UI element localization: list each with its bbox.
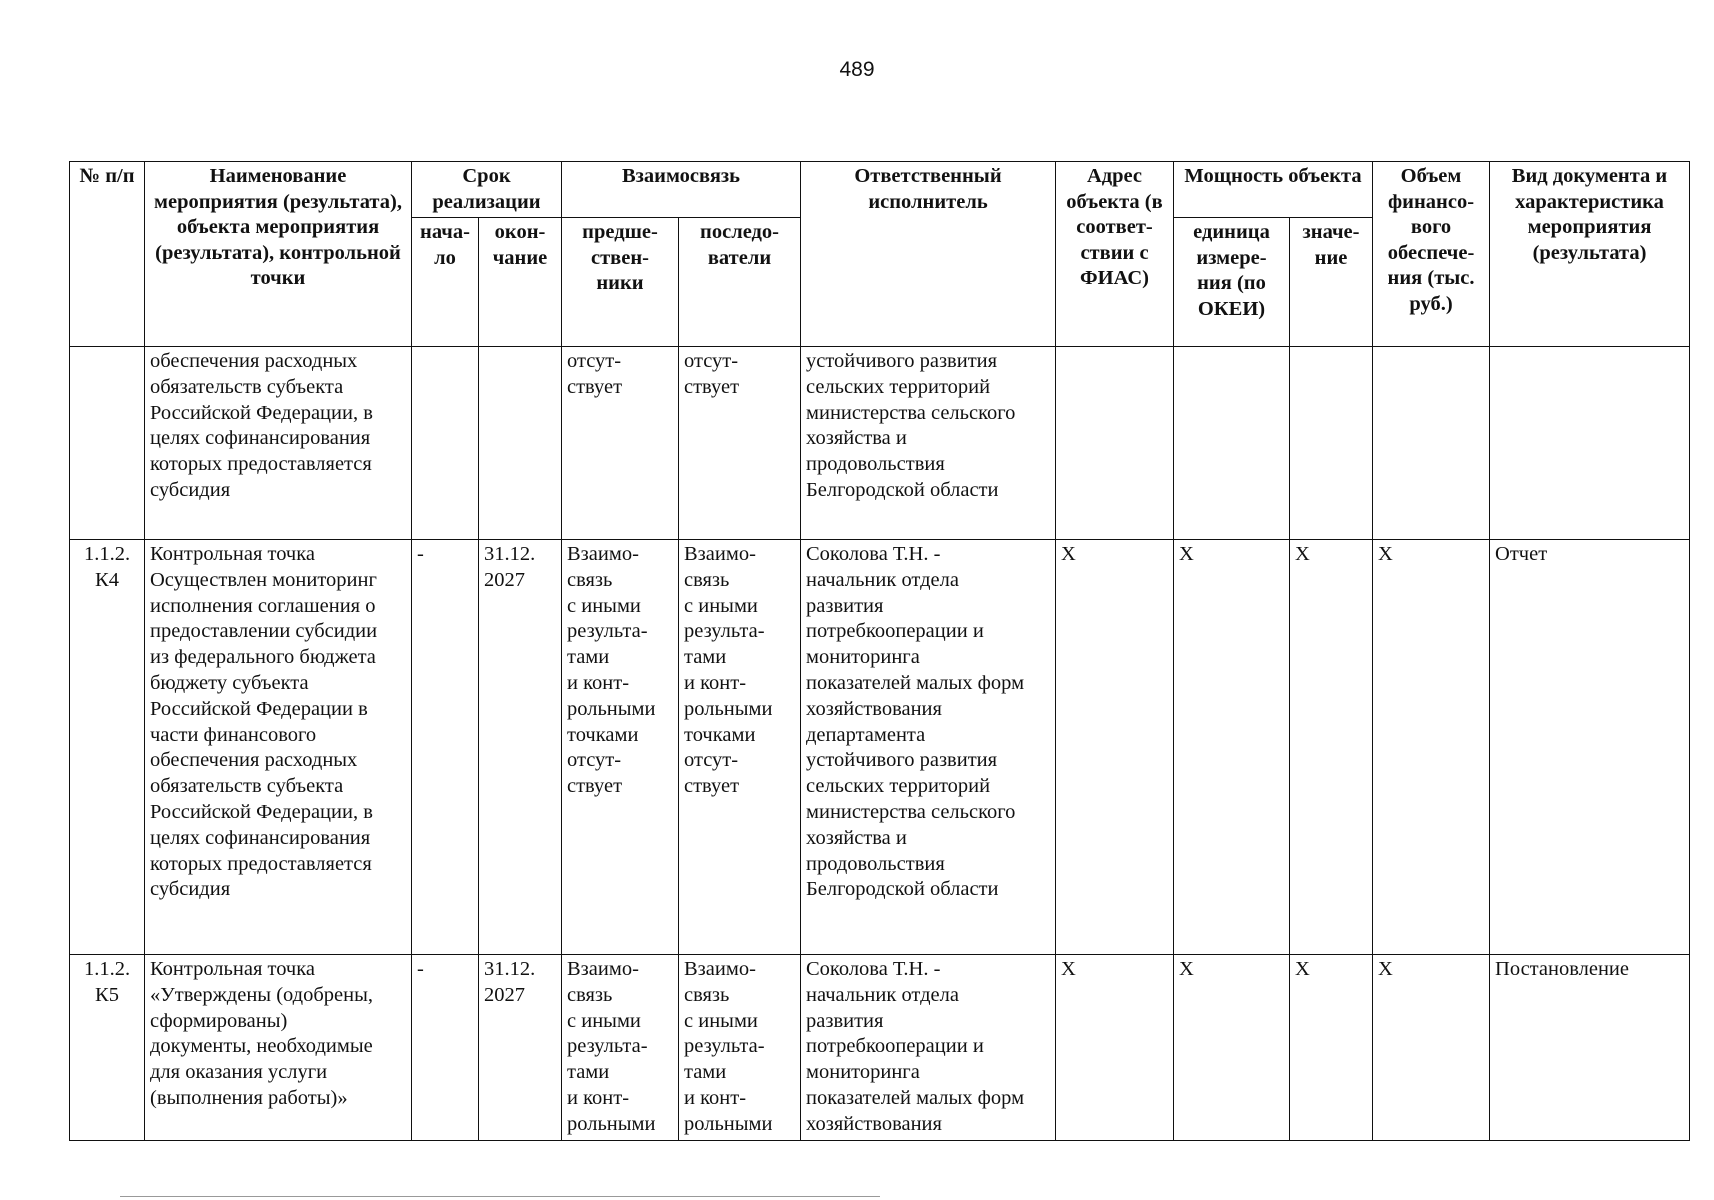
row-funding: X [1373, 540, 1490, 955]
row-name: обеспечения расходных обязательств субъекта Российской Федерации, в целях софинансирования которых предоставляется субсидия [145, 347, 412, 540]
header-doc-type: Вид документа и характеристика мероприятия (результата) [1490, 162, 1690, 347]
table-row [70, 955, 1690, 1141]
header-funding: Объем финансо- вого обеспече- ния (тыс. руб.) [1373, 162, 1490, 347]
header-term-start: нача- ло [412, 218, 479, 347]
header-responsible: Ответственный исполнитель [801, 162, 1056, 347]
row-prev: Взаимо- связь с иными результа- тами и конт- рольными [562, 955, 679, 1141]
header-address: Адрес объекта (в соответ- ствии с ФИАС) [1056, 162, 1174, 347]
row-doc: Отчет [1490, 540, 1690, 955]
row-end: 31.12. 2027 [479, 540, 562, 955]
row-value [1290, 347, 1373, 540]
table-row [70, 540, 1690, 955]
row-next: Взаимо- связь с иными результа- тами и конт- рольными точками отсут- ствует [679, 540, 801, 955]
row-start: - [412, 540, 479, 955]
header-link-next: последо- ватели [679, 218, 801, 347]
header-term: Срок реализации [412, 162, 562, 218]
header-capacity-unit: единица измере- ния (по ОКЕИ) [1174, 218, 1290, 347]
row-unit: X [1174, 540, 1290, 955]
plan-table [69, 161, 1690, 1141]
header-capacity-value: значе- ние [1290, 218, 1373, 347]
header-name: Наименование мероприятия (результата), объекта мероприятия (результата), контрольной точки [145, 162, 412, 347]
header-link-prev: предше- ствен- ники [562, 218, 679, 347]
table-row [70, 347, 1690, 540]
row-responsible: Соколова Т.Н. - начальник отдела развития потребкооперации и мониторинга показателей малых форм хозяйствования департамента устойчивого развития сельских территорий министерства сельского хозяйства и продовольствия Белгородской области [801, 540, 1056, 955]
header-term-end: окон- чание [479, 218, 562, 347]
header-capacity: Мощность объекта [1174, 162, 1373, 218]
row-end: 31.12. 2027 [479, 955, 562, 1141]
row-funding: X [1373, 955, 1490, 1141]
row-address: X [1056, 540, 1174, 955]
row-unit [1174, 347, 1290, 540]
row-prev: Взаимо- связь с иными результа- тами и конт- рольными точками отсут- ствует [562, 540, 679, 955]
row-end [479, 347, 562, 540]
row-doc [1490, 347, 1690, 540]
row-num [70, 347, 145, 540]
footer-rule [120, 1196, 880, 1197]
page-number: 489 [839, 58, 875, 81]
row-value: X [1290, 955, 1373, 1141]
row-responsible: устойчивого развития сельских территорий министерства сельского хозяйства и продовольствия Белгородской области [801, 347, 1056, 540]
row-name: Контрольная точка «Утверждены (одобрены, сформированы) документы, необходимые для оказания услуги (выполнения работы)» [145, 955, 412, 1141]
row-address: X [1056, 955, 1174, 1141]
row-next: отсут- ствует [679, 347, 801, 540]
row-doc: Постановление [1490, 955, 1690, 1141]
row-value: X [1290, 540, 1373, 955]
row-unit: X [1174, 955, 1290, 1141]
row-funding [1373, 347, 1490, 540]
header-num: № п/п [70, 162, 145, 347]
row-start [412, 347, 479, 540]
row-name: Контрольная точка Осуществлен мониторинг исполнения соглашения о предоставлении субсидии из федерального бюджета бюджету субъекта Российской Федерации в части финансового обеспечения расходных обязательств субъекта Российской Федерации, в целях софинансирования которых предоставляется субсидия [145, 540, 412, 955]
row-prev: отсут- ствует [562, 347, 679, 540]
header-link: Взаимосвязь [562, 162, 801, 218]
row-num: 1.1.2. К4 [70, 540, 145, 955]
row-next: Взаимо- связь с иными результа- тами и конт- рольными [679, 955, 801, 1141]
row-start: - [412, 955, 479, 1141]
row-address [1056, 347, 1174, 540]
row-num: 1.1.2. К5 [70, 955, 145, 1141]
row-responsible: Соколова Т.Н. - начальник отдела развития потребкооперации и мониторинга показателей малых форм хозяйствования [801, 955, 1056, 1141]
